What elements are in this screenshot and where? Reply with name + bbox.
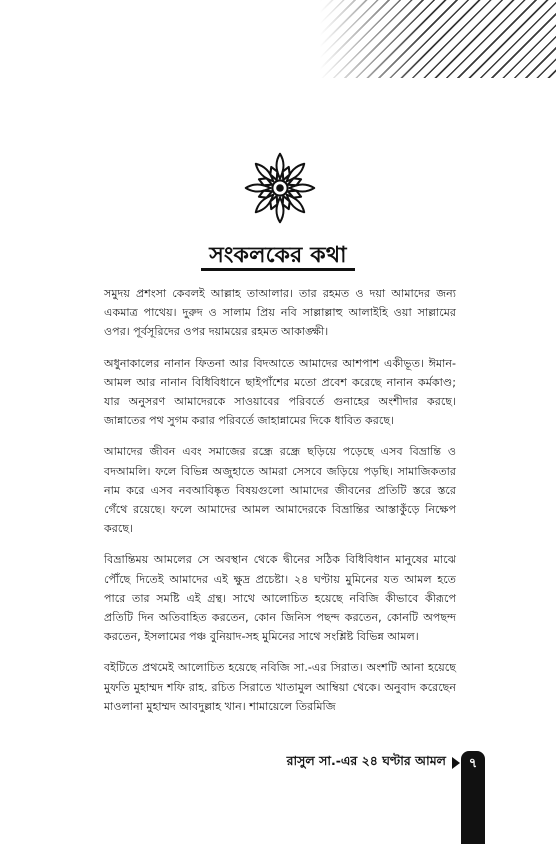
paragraph-2: অধুনাকালের নানান ফিতনা আর বিদআতে আমাদের আশপাশ একীভূত। ঈমান-আমল আর নানান বিধিবিধানে ছাইপাঁশের মতো প্রবেশ করেছে নানান কর্মকাণ্ড; যার অনুসরণ আমাদেরকে সাওয়াবের পরিবর্তে গুনাহের অংশীদার করছে। জান্নাতের পথ সুগম করার পরিবর্তে জাহান্নামের দিকে ধাবিত করছে। xyxy=(104,356,456,428)
body-text xyxy=(104,284,456,728)
paragraph-1: সমুদয় প্রশংসা কেবলই আল্লাহ তাআলার। তার রহমত ও দয়া আমাদের জন্য একমাত্র পাথেয়। দুরুদ ও সালাম প্রিয় নবি সাল্লাল্লাহু আলাইহি ওয়া সাল্লামের ওপর। পূর্বসূরিদের ওপর দয়াময়ের রহমত আকাঙ্ক্ষী। xyxy=(104,287,456,339)
decorative-stripes xyxy=(320,0,556,78)
page-number-tab xyxy=(461,751,485,844)
paragraph-4: বিভ্রান্তিময় আমলের সে অবস্থান থেকে দ্বীনের সঠিক বিধিবিধান মানুষের মাঝে পৌঁছে দিতেই আমাদের এই ক্ষুদ্র প্রচেষ্টা। ২৪ ঘণ্টায় মুমিনের যত আমল হতে পারে তার সমষ্টি এই গ্রন্থ। সাথে আলোচিত হয়েছে নবিজি কীভাবে কীরূপে প্রতিটি দিন অতিবাহিত করতেন, কোন জিনিস পছন্দ করতেন, কোনটি অপছন্দ করতেন, ইসলামের পঞ্চ বুনিয়াদ-সহ মুমিনের সাথে সংশ্লিষ্ট বিভিন্ন আমল। xyxy=(104,553,456,644)
running-footer-title: রাসুল সা.-এর ২৪ ঘণ্টার আমল xyxy=(286,753,446,768)
page-number: ৭ xyxy=(468,756,478,771)
title-underline xyxy=(201,268,355,271)
triangle-right-icon xyxy=(452,757,460,769)
floral-ornament-icon xyxy=(242,150,318,226)
page-title: সংকলকের কথা xyxy=(209,243,347,268)
paragraph-3: আমাদের জীবন এবং সমাজের রন্ধ্রে রন্ধ্রে ছড়িয়ে পড়েছে এসব বিভ্রান্তি ও বদআমলি। ফলে বিভিন্ন অজুহাতে আমরা সেসবে জড়িয়ে পড়ছি। সামাজিকতার নাম করে এসব নবআবিষ্কৃত বিষয়গুলো আমাদের জীবনের প্রতিটি স্তরে স্তরে গেঁথে রয়েছে। ফলে আমাদের আমল আমাদেরকে বিভ্রান্তির আস্তাকুঁড়ে নিক্ষেপ করছে। xyxy=(104,445,456,536)
paragraph-5: বইটিতে প্রথমেই আলোচিত হয়েছে নবিজি সা.-এর সিরাত। অংশটি আনা হয়েছে মুফতি মুহাম্মদ শফি রাহ. রচিত সিরাতে খাতামুল আম্বিয়া থেকে। অনুবাদ করেছেন মাওলানা মুহাম্মদ আবদুল্লাহ খান। শামায়েলে তিরমিজি xyxy=(104,661,456,713)
